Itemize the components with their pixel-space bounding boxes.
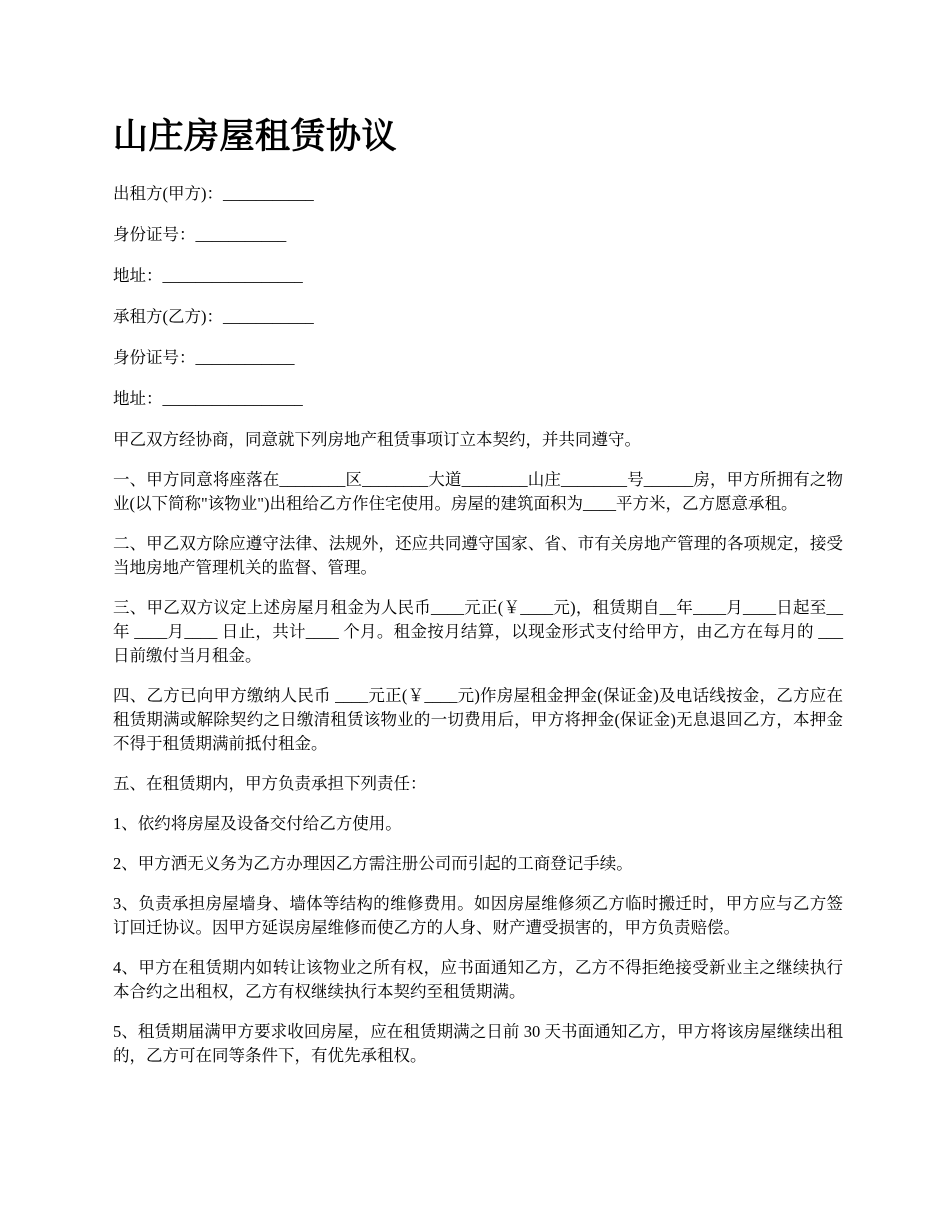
clause-5-item-2: 2、甲方洒无义务为乙方办理因乙方需注册公司而引起的工商登记手续。 <box>113 854 633 873</box>
document-page <box>113 112 843 1084</box>
lessor-id-field: 身份证号：___________ <box>113 225 287 244</box>
lessee-id-field: 身份证号：____________ <box>113 348 295 367</box>
document-title: 山庄房屋租赁协议 <box>113 117 398 156</box>
clause-5-item-3: 3、负责承担房屋墙身、墙体等结构的维修费用。如因房屋维修须乙方临时搬迁时，甲方应与乙方签订回迁协议。因甲方延误房屋维修而使乙方的人身、财产遭受损害的，甲方负责赔偿。 <box>113 894 843 937</box>
lessor-name-field: 出租方(甲方)：___________ <box>113 184 314 203</box>
clause-5-item-5: 5、租赁期届满甲方要求收回房屋，应在租赁期满之日前 30 天书面通知乙方，甲方将该房屋继续出租的，乙方可在同等条件下，有优先承租权。 <box>113 1022 843 1065</box>
clause-1-paragraph: 一、甲方同意将座落在________区________大道________山庄________号______房，甲方所拥有之物业(以下简称"该物业")出租给乙方作住宅使用。房屋的建筑面积为____平方米，乙方愿意承租。 <box>113 470 843 513</box>
clause-5-item-4: 4、甲方在租赁期内如转让该物业之所有权，应书面通知乙方，乙方不得拒绝接受新业主之继续执行本合约之出租权，乙方有权继续执行本契约至租赁期满。 <box>113 958 843 1001</box>
clause-5-item-1: 1、依约将房屋及设备交付给乙方使用。 <box>113 814 402 833</box>
clause-5-heading: 五、在租赁期内，甲方负责承担下列责任： <box>113 774 427 793</box>
preamble-paragraph: 甲乙双方经协商，同意就下列房地产租赁事项订立本契约，并共同遵守。 <box>113 430 641 449</box>
lessee-name-field: 承租方(乙方)：___________ <box>113 307 314 326</box>
lessor-address-field: 地址：_________________ <box>113 266 303 285</box>
clause-3-paragraph: 三、甲乙双方议定上述房屋月租金为人民币____元正(￥____元)，租赁期自__年____月____日起至__年 ____月____ 日止，共计____ 个月。租金按月结算，以现金形式支付给甲方，由乙方在每月的 ___日前缴付当月租金。 <box>113 598 843 665</box>
clause-2-paragraph: 二、甲乙双方除应遵守法律、法规外，还应共同遵守国家、省、市有关房地产管理的各项规定，接受当地房地产管理机关的监督、管理。 <box>113 534 843 577</box>
clause-4-paragraph: 四、乙方已向甲方缴纳人民币 ____元正(￥____元)作房屋租金押金(保证金)及电话线按金，乙方应在租赁期满或解除契约之日缴清租赁该物业的一切费用后，甲方将押金(保证金)无息退回乙方，本押金不得于租赁期满前抵付租金。 <box>113 686 843 753</box>
lessee-address-field: 地址：_________________ <box>113 389 303 408</box>
